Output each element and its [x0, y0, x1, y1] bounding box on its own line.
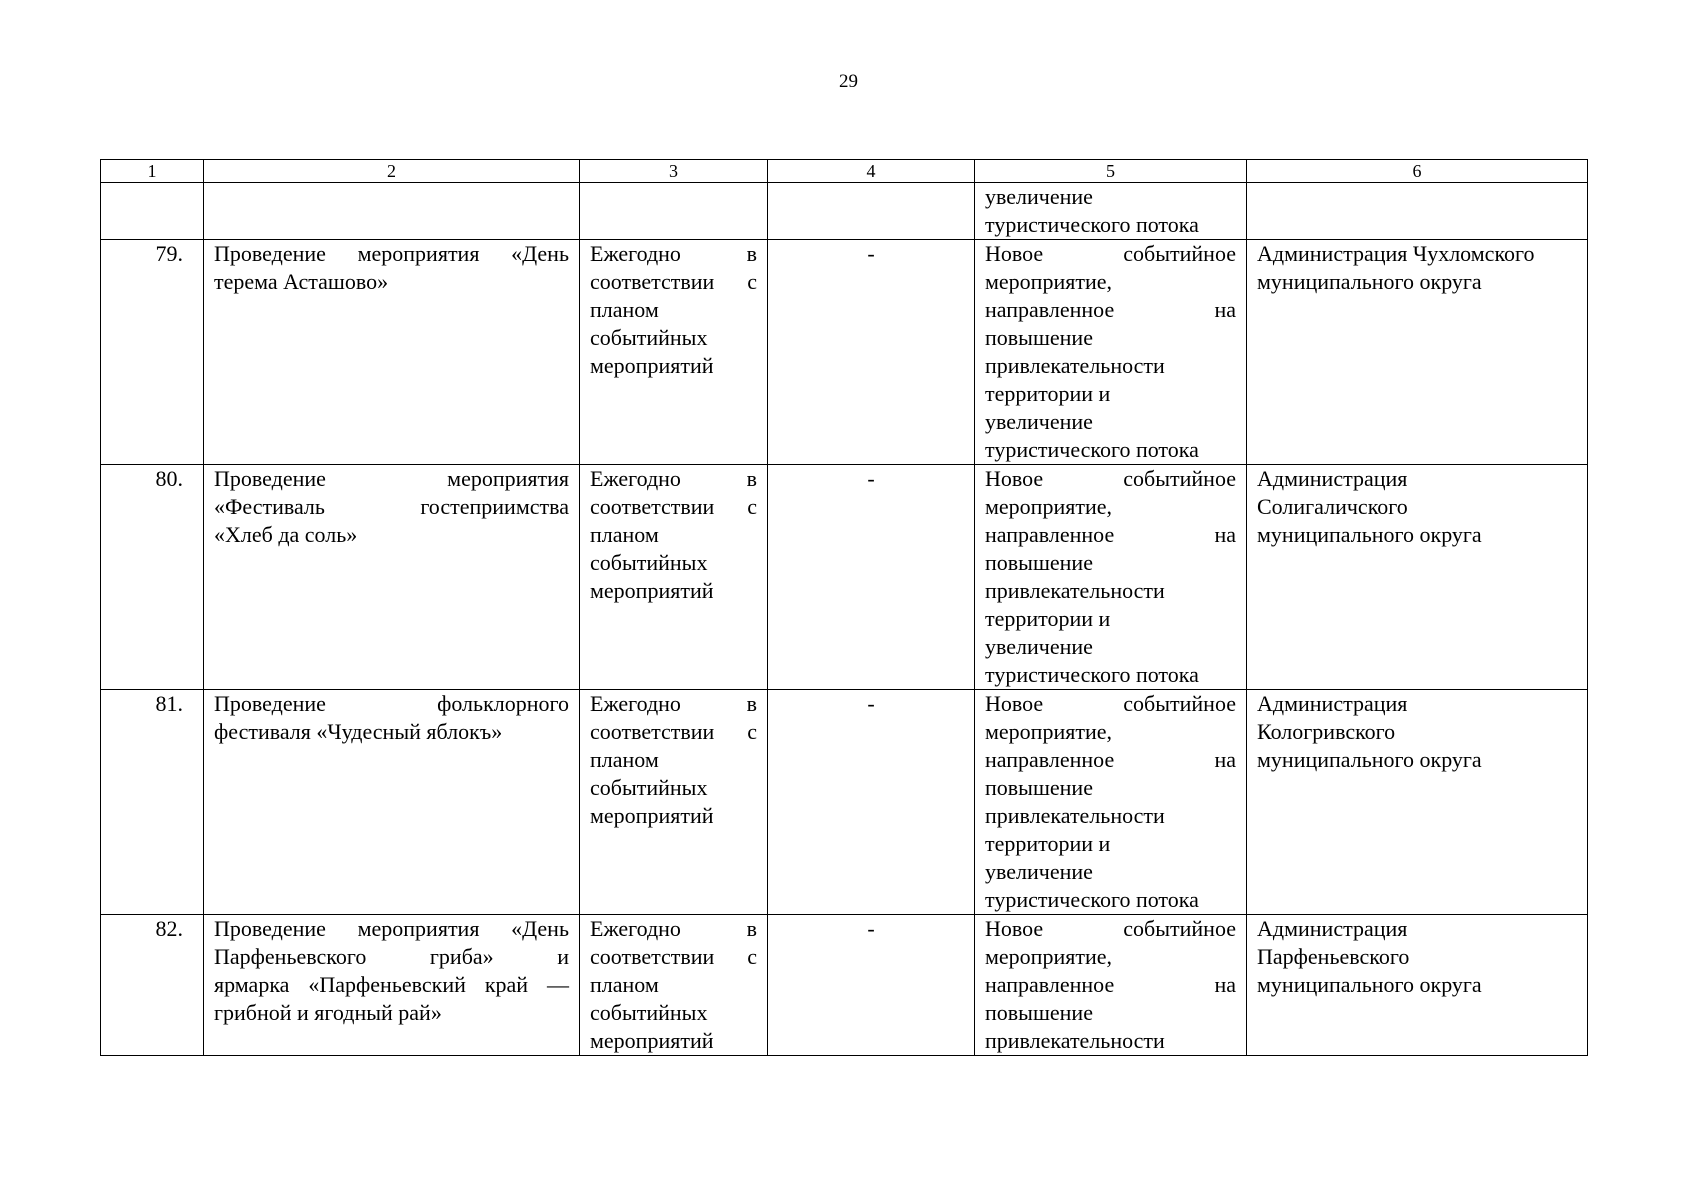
result-line: туристического потока [985, 887, 1199, 912]
cell-period [580, 465, 768, 690]
cell-name [204, 183, 580, 240]
result-line: привлекательности [985, 353, 1165, 378]
responsible-line: муниципального округа [1257, 747, 1482, 772]
result-line: Новое событийное [985, 691, 1236, 716]
cell-result [975, 240, 1247, 465]
period-line: соответствии с [590, 269, 757, 294]
result-line: территории и [985, 381, 1111, 406]
result-line: увеличение [985, 634, 1093, 659]
result-line: привлекательности [985, 1028, 1165, 1053]
name-line: Проведение мероприятия «День [214, 241, 569, 266]
name-line: Проведение мероприятия [214, 466, 569, 491]
row-number: 82. [101, 915, 204, 1056]
name-line: Парфеньевского гриба» и [214, 944, 569, 969]
responsible-line: Администрация [1257, 916, 1408, 941]
result-line: направленное на [985, 972, 1236, 997]
name-line: Проведение фольклорного [214, 691, 569, 716]
period-line: мероприятий [590, 803, 714, 828]
cell-responsible [1247, 465, 1588, 690]
table-row [101, 465, 1588, 690]
responsible-line: Парфеньевского [1257, 944, 1410, 969]
result-line: повышение [985, 1000, 1093, 1025]
responsible-line: муниципального округа [1257, 269, 1482, 294]
column-number-row [101, 160, 1588, 183]
result-line: туристического потока [985, 437, 1199, 462]
period-line: соответствии с [590, 494, 757, 519]
table-row [101, 690, 1588, 915]
result-line: повышение [985, 325, 1093, 350]
cell-number [101, 183, 204, 240]
result-line: повышение [985, 550, 1093, 575]
result-line: территории и [985, 606, 1111, 631]
result-line: Новое событийное [985, 916, 1236, 941]
cell-dash: - [768, 690, 975, 915]
cell-period [580, 240, 768, 465]
cell-responsible [1247, 240, 1588, 465]
period-line: событийных [590, 550, 708, 575]
cell-period [580, 183, 768, 240]
period-line: мероприятий [590, 1028, 714, 1053]
events-table [100, 159, 1588, 1056]
period-line: планом [590, 522, 659, 547]
name-line: фестиваля «Чудесный яблокъ» [214, 719, 503, 744]
period-line: событийных [590, 775, 708, 800]
period-line: Ежегодно в [590, 916, 757, 941]
continuation-row [101, 183, 1588, 240]
result-line: туристического потока [985, 212, 1199, 237]
result-line: увеличение [985, 859, 1093, 884]
result-line: направленное на [985, 297, 1236, 322]
period-line: мероприятий [590, 353, 714, 378]
responsible-line: Администрация Чухломского [1257, 241, 1535, 266]
column-number: 1 [101, 160, 204, 183]
cell-dash: - [768, 240, 975, 465]
responsible-line: Солигаличского [1257, 494, 1408, 519]
cell-name [204, 690, 580, 915]
cell-responsible [1247, 690, 1588, 915]
responsible-line: Кологривского [1257, 719, 1396, 744]
period-line: Ежегодно в [590, 466, 757, 491]
result-line: привлекательности [985, 803, 1165, 828]
column-number: 2 [204, 160, 580, 183]
period-line: событийных [590, 1000, 708, 1025]
cell-result [975, 183, 1247, 240]
period-line: планом [590, 297, 659, 322]
cell-name [204, 915, 580, 1056]
page-number: 29 [839, 71, 858, 92]
name-line: терема Асташово» [214, 269, 389, 294]
result-line: повышение [985, 775, 1093, 800]
cell-dash [768, 183, 975, 240]
cell-responsible [1247, 183, 1588, 240]
result-line: Новое событийное [985, 466, 1236, 491]
period-line: соответствии с [590, 944, 757, 969]
cell-name [204, 240, 580, 465]
period-line: Ежегодно в [590, 241, 757, 266]
cell-period [580, 690, 768, 915]
result-line: туристического потока [985, 662, 1199, 687]
responsible-line: Администрация [1257, 466, 1408, 491]
period-line: планом [590, 747, 659, 772]
result-line: увеличение [985, 184, 1093, 209]
name-line: Проведение мероприятия «День [214, 916, 569, 941]
result-line: привлекательности [985, 578, 1165, 603]
result-line: мероприятие, [985, 719, 1113, 744]
row-number: 79. [101, 240, 204, 465]
column-number: 4 [768, 160, 975, 183]
cell-period [580, 915, 768, 1056]
result-line: территории и [985, 831, 1111, 856]
result-line: мероприятие, [985, 494, 1113, 519]
cell-result [975, 465, 1247, 690]
cell-name [204, 465, 580, 690]
cell-result [975, 690, 1247, 915]
name-line: грибной и ягодный рай» [214, 1000, 442, 1025]
period-line: планом [590, 972, 659, 997]
result-line: мероприятие, [985, 944, 1113, 969]
result-line: направленное на [985, 747, 1236, 772]
row-number: 80. [101, 465, 204, 690]
name-line: «Фестиваль гостеприимства [214, 494, 569, 519]
table-row [101, 240, 1588, 465]
result-line: мероприятие, [985, 269, 1113, 294]
cell-responsible [1247, 915, 1588, 1056]
cell-result [975, 915, 1247, 1056]
result-line: направленное на [985, 522, 1236, 547]
name-line: «Хлеб да соль» [214, 522, 358, 547]
period-line: соответствии с [590, 719, 757, 744]
responsible-line: муниципального округа [1257, 522, 1482, 547]
result-line: увеличение [985, 409, 1093, 434]
table-row [101, 915, 1588, 1056]
period-line: мероприятий [590, 578, 714, 603]
cell-dash: - [768, 915, 975, 1056]
period-line: Ежегодно в [590, 691, 757, 716]
period-line: событийных [590, 325, 708, 350]
result-line: Новое событийное [985, 241, 1236, 266]
column-number: 5 [975, 160, 1247, 183]
cell-dash: - [768, 465, 975, 690]
column-number: 3 [580, 160, 768, 183]
responsible-line: Администрация [1257, 691, 1408, 716]
name-line: ярмарка «Парфеньевский край — [214, 972, 569, 997]
responsible-line: муниципального округа [1257, 972, 1482, 997]
column-number: 6 [1247, 160, 1588, 183]
row-number: 81. [101, 690, 204, 915]
